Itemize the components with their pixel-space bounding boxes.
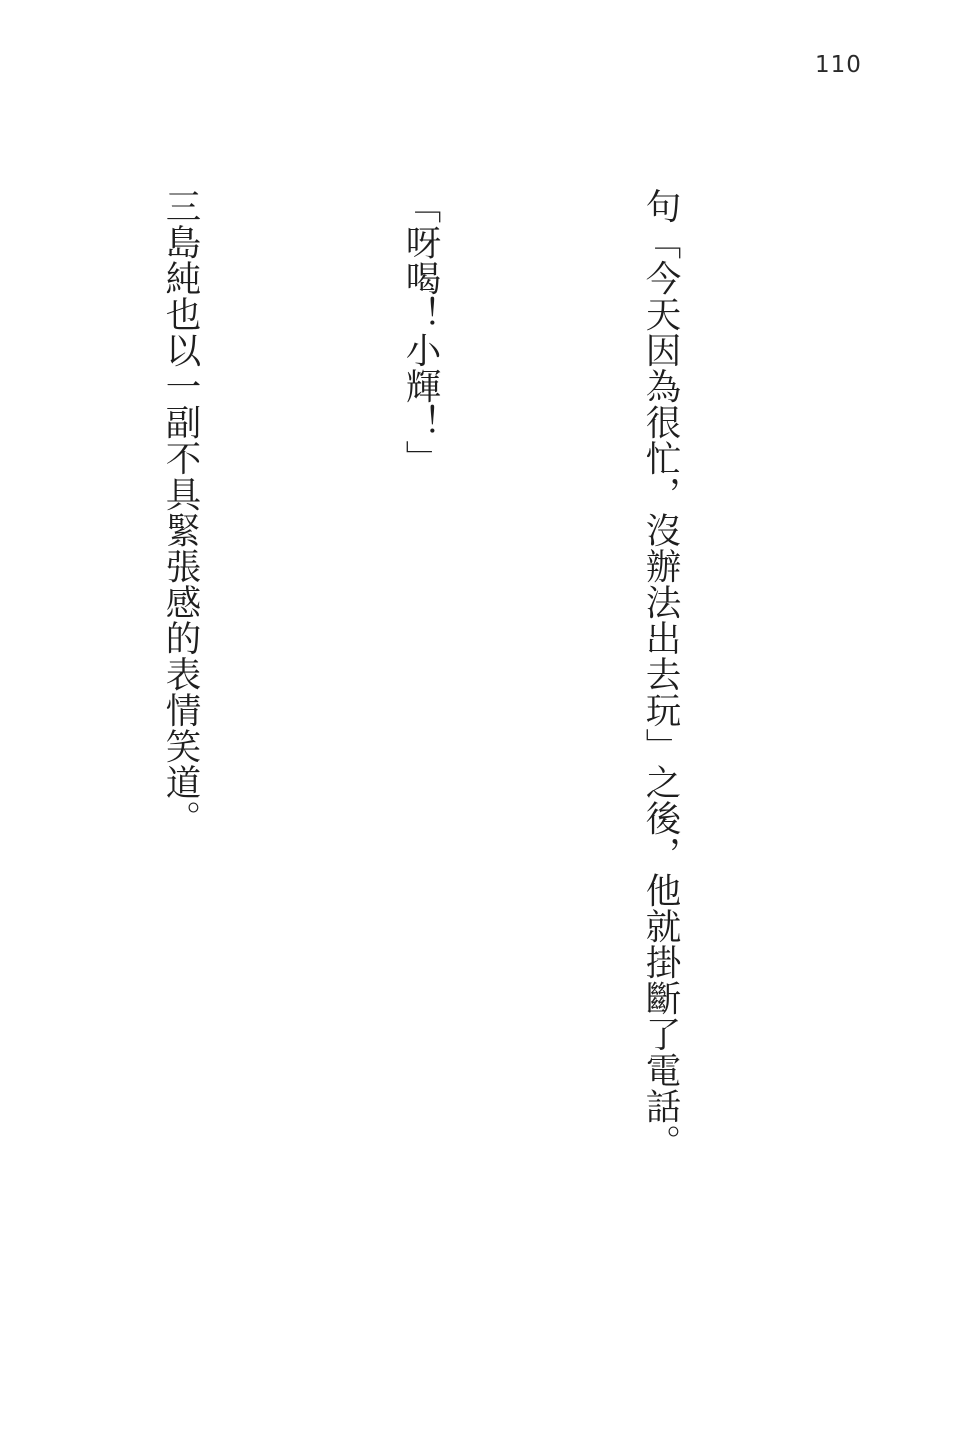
novel-text-column-block — [0, 188, 860, 1413]
text-line: 三島純也以一副不具緊張感的表情笑道。 — [160, 188, 201, 836]
page-number: 110 — [815, 52, 862, 78]
text-line: 句「今天因為很忙，沒辦法出去玩」之後，他就掛斷了電話。 — [640, 188, 681, 1160]
text-line: 「呀喝！小輝！」 — [400, 188, 441, 476]
